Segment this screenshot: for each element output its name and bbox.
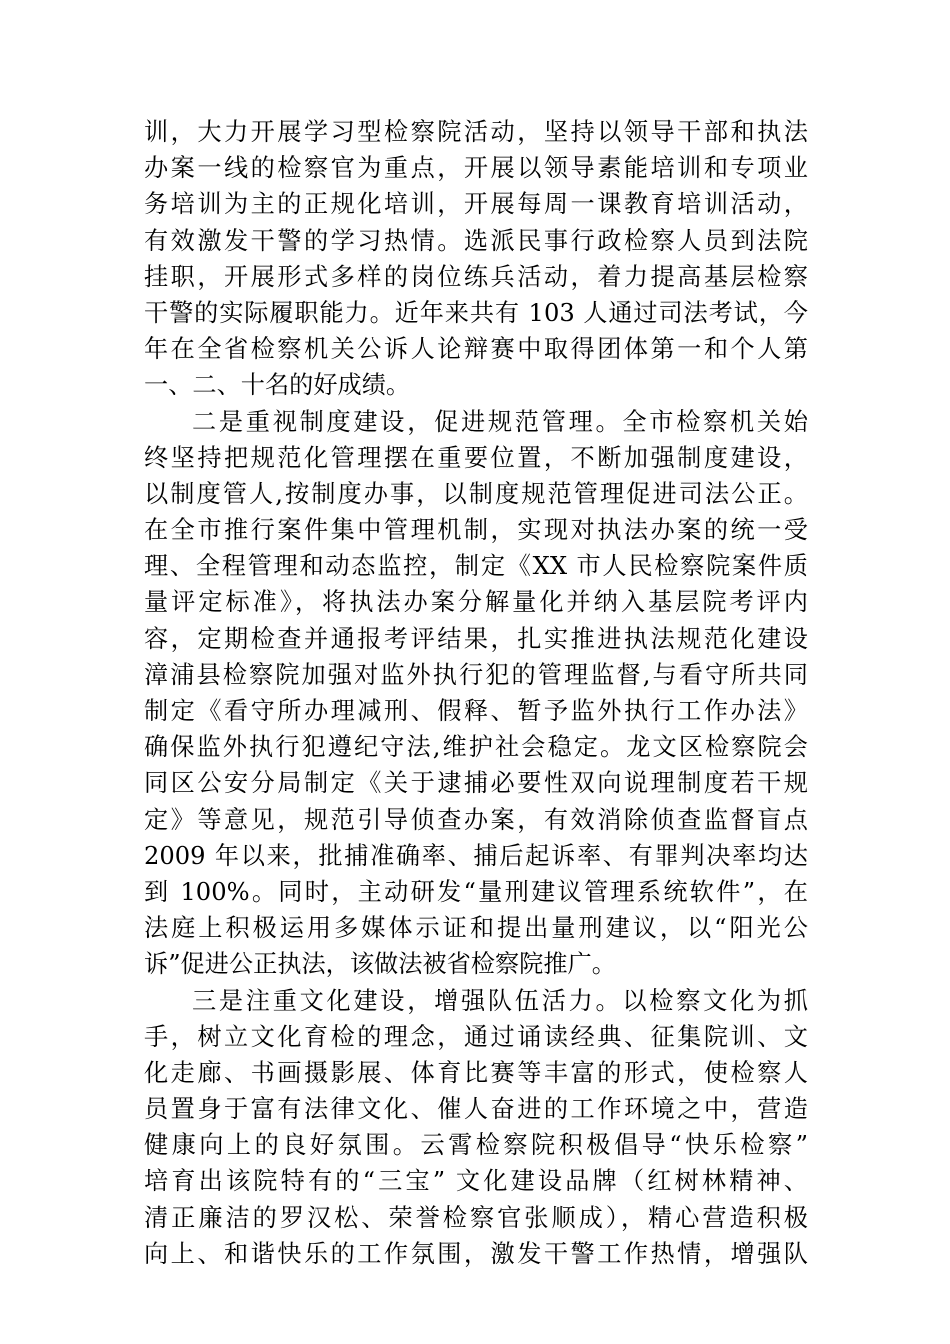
- text-line: 容，定期检查并通报考评结果，扎实推进执法规范化建设: [144, 624, 808, 653]
- text-line: 定》等意见，规范引导侦查办案，有效消除侦查监督盲点: [144, 805, 808, 834]
- text-line: 年在全省检察机关公诉人论辩赛中取得团体第一和个人第: [144, 335, 808, 364]
- text-line: 健康向上的良好氛围。云霄检察院积极倡导“快乐检察”: [144, 1131, 808, 1160]
- text-line: 办案一线的检察官为重点，开展以领导素能培训和专项业: [144, 154, 808, 183]
- text-line: 化走廊、书画摄影展、体育比赛等丰富的形式，使检察人: [144, 1058, 808, 1087]
- text-line: 清正廉洁的罗汉松、荣誉检察官张顺成），精心营造积极: [144, 1203, 808, 1232]
- text-line: 法庭上积极运用多媒体示证和提出量刑建议，以“阳光公: [144, 914, 808, 943]
- text-line: 以制度管人,按制度办事，以制度规范管理促进司法公正。: [144, 479, 808, 508]
- text-line: 向上、和谐快乐的工作氛围，激发干警工作热情，增强队: [144, 1239, 808, 1268]
- text-line: 挂职，开展形式多样的岗位练兵活动，着力提高基层检察: [144, 262, 808, 291]
- text-line: 训，大力开展学习型检察院活动，坚持以领导干部和执法: [144, 118, 808, 146]
- text-line: 一、二、十名的好成绩。: [144, 371, 411, 400]
- text-line: 二是重视制度建设，促进规范管理。全市检察机关始: [192, 407, 808, 436]
- text-line: 2009 年以来，批捕准确率、捕后起诉率、有罪判决率均达: [144, 841, 808, 870]
- text-line: 手，树立文化育检的理念，通过诵读经典、征集院训、文: [144, 1022, 808, 1051]
- text-line: 有效激发干警的学习热情。选派民事行政检察人员到法院: [144, 226, 808, 255]
- text-line: 务培训为主的正规化培训，开展每周一课教育培训活动，: [144, 190, 808, 219]
- text-line: 在全市推行案件集中管理机制，实现对执法办案的统一受: [144, 516, 808, 545]
- text-line: 确保监外执行犯遵纪守法,维护社会稳定。龙文区检察院会: [144, 733, 808, 762]
- body-text: [144, 114, 808, 1272]
- text-line: 培育出该院特有的“三宝” 文化建设品牌（红树林精神、: [144, 1167, 808, 1196]
- text-line: 三是注重文化建设，增强队伍活力。以检察文化为抓: [192, 986, 808, 1015]
- text-line: 量评定标准》，将执法办案分解量化并纳入基层院考评内: [144, 588, 808, 617]
- text-line: 制定《看守所办理减刑、假释、暂予监外执行工作办法》: [144, 697, 808, 725]
- text-line: 干警的实际履职能力。近年来共有 103 人通过司法考试，今: [144, 298, 808, 327]
- text-line: 漳浦县检察院加强对监外执行犯的管理监督,与看守所共同: [144, 660, 808, 689]
- text-line: 终坚持把规范化管理摆在重要位置，不断加强制度建设，: [144, 443, 808, 472]
- text-line: 到 100%。同时，主动研发“量刑建议管理系统软件”，在: [144, 877, 808, 906]
- text-line: 员置身于富有法律文化、催人奋进的工作环境之中，营造: [144, 1095, 808, 1124]
- text-line: 理、全程管理和动态监控，制定《XX 市人民检察院案件质: [144, 552, 808, 581]
- text-line: 同区公安分局制定《关于逮捕必要性双向说理制度若干规: [144, 769, 808, 798]
- text-line: 诉”促进公正执法，该做法被省检察院推广。: [144, 950, 616, 979]
